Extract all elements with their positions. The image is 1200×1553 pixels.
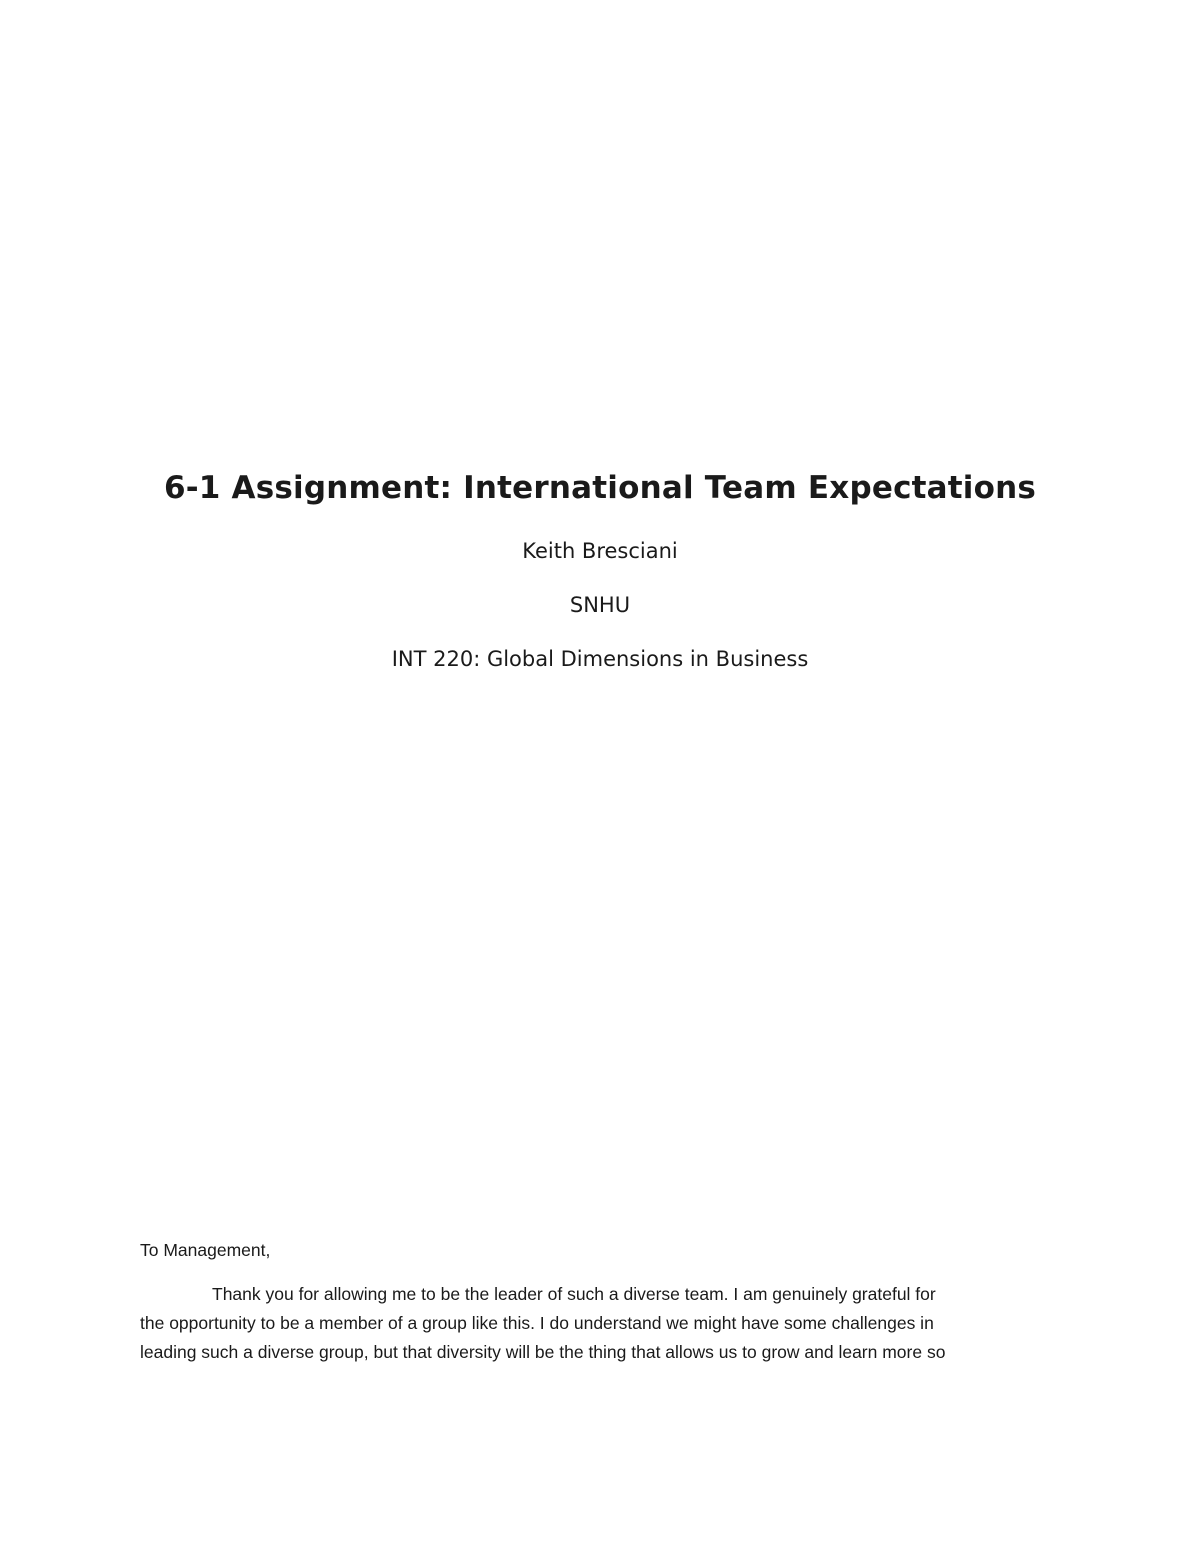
letter-section — [140, 1236, 1060, 1367]
course-name: INT 220: Global Dimensions in Business — [391, 647, 809, 671]
paragraph-line: leading such a diverse group, but that diversity will be the thing that allows us to grow and learn more so — [140, 1342, 946, 1362]
paragraph-line: the opportunity to be a member of a group like this. I do understand we might have some challenges in — [140, 1313, 934, 1333]
author-name: Keith Bresciani — [522, 539, 678, 563]
letter-body-paragraph — [140, 1280, 1060, 1367]
paragraph-line: Thank you for allowing me to be the leader of such a diverse team. I am genuinely grateful for — [212, 1284, 936, 1304]
page-title: 6-1 Assignment: International Team Expectations — [163, 470, 1037, 506]
title-page-block — [0, 466, 1200, 674]
letter-salutation: To Management, — [140, 1240, 271, 1260]
institution-name: SNHU — [569, 593, 631, 617]
